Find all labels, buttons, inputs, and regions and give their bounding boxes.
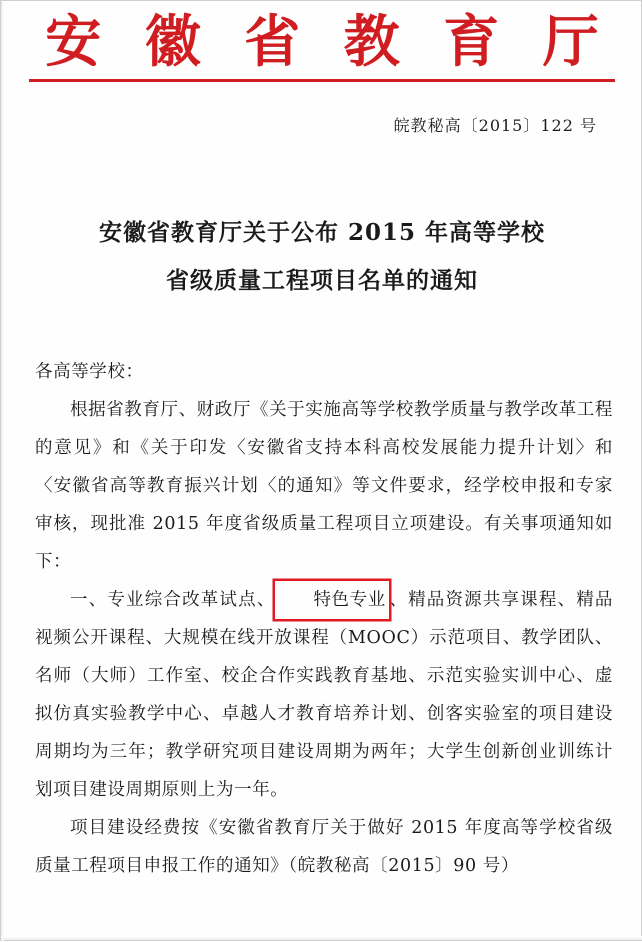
salutation: 各高等学校： [35, 362, 144, 382]
scan-edge-left [1, 1, 4, 942]
letterhead-divider [29, 79, 615, 82]
page-title [57, 209, 587, 305]
document-body [35, 353, 613, 885]
paragraph-2-suffix: 、精品资源共享课程、精品视频公开课程、大规模在线开放课程（MOOC）示范项目、教学团队、名师（大师）工作室、校企合作实践教育基地、示范实验实训中心、虚拟仿真实验教学中心、卓越人才教育培养计划、创客实验室的项目建设周期均为三年；教学研究项目建设周期为两年；大学生创新创业训练计划项目建设周期原则上为一年。 [35, 590, 613, 800]
paragraph-2-prefix: 一、专业综合改革试点、 [70, 590, 276, 610]
paragraph-3: 项目建设经费按《安徽省教育厅关于做好 2015 年度高等学校省级质量工程项目申报工作的通知》（皖教秘高〔2015〕90 号） [35, 818, 613, 876]
document-number: 皖教秘高〔2015〕122 号 [393, 116, 597, 135]
highlight-annotation-special-major: 特色专业 [275, 581, 388, 619]
page-title-line-2: 省级质量工程项目名单的通知 [166, 267, 478, 294]
page-title-line-1: 安徽省教育厅关于公布 2015 年高等学校 [98, 219, 546, 246]
letterhead-organization: 安 徽 省 教 育 厅 [45, 9, 611, 75]
scan-edge-bottom [1, 936, 642, 940]
letterhead [1, 9, 642, 75]
paragraph-2 [35, 581, 613, 809]
paragraph-1: 根据省教育厅、财政厅《关于实施高等学校教学质量与教学改革工程的意见》和《关于印发〈安徽省支持本科高校发展能力提升计划〉和〈安徽省高等教育振兴计划〈的通知》等文件要求，经学校申报和专家审核，现批准 2015 年度省级质量工程项目立项建设。有关事项通知如下： [35, 400, 613, 572]
